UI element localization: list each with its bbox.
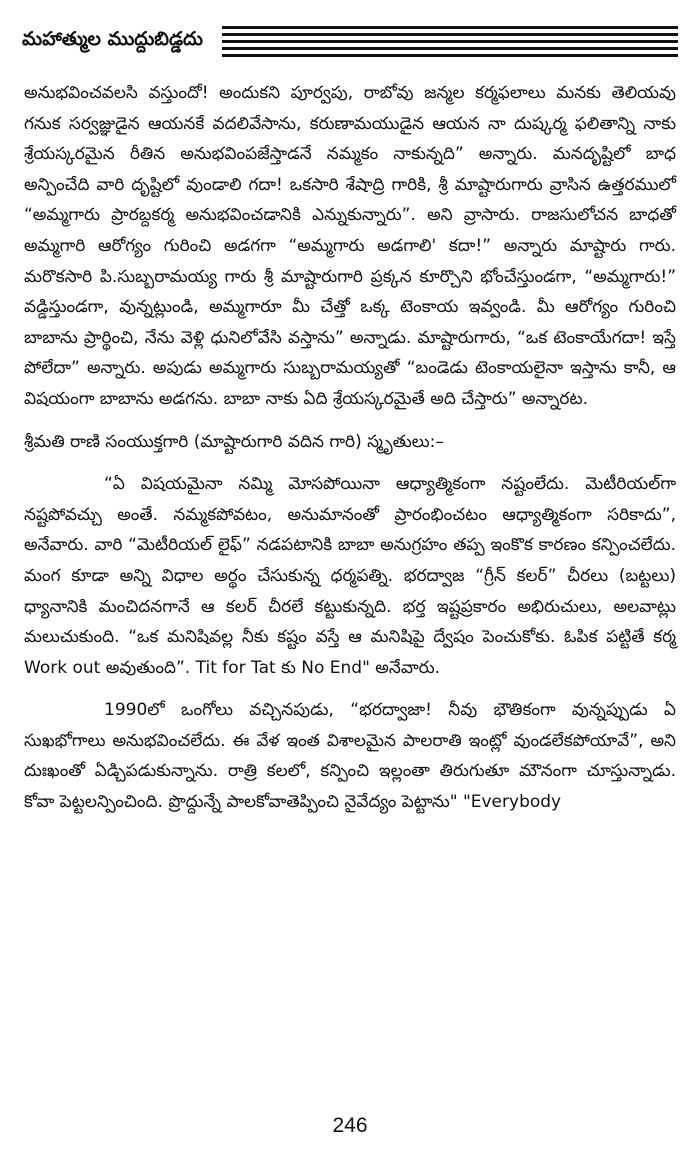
header-rule	[222, 47, 678, 50]
paragraph-quote: “ఏ విషయమైనా నమ్మి మోసపోయినా ఆధ్యాత్మికంగా నష్టంలేదు. మెటీరియల్‌గా నష్టపోవచ్చు అంతే. నమ్మకపోవటం, అనుమానంతో ప్రారంభించటం ఆధ్యాత్మికంగా సరికాదు”, అనేవారు. వారి “మెటీరియల్ లైఫ్” నడపటానికి బాబా అనుగ్రహం తప్ప ఇంకొక కారణం కన్పించలేదు. మంగ కూడా అన్ని విధాల అర్థం చేసుకున్న ధర్మపత్ని. భరద్వాజ “గ్రీన్ కలర్” చీరలు (బట్టలు) ధ్యానానికి మంచిదనగానే ఆ కలర్ చీరలే కట్టుకున్నది. భర్త ఇష్టప్రకారం అభిరుచులు, అలవాట్లు మలుచుకుంది. “ఒక మనిషివల్ల నీకు కష్టం వస్తే ఆ మనిషిపై ద్వేషం పెంచుకోకు. ఓపిక పట్టితే కర్మ Work out అవుతుంది”. Tit for Tat కు No End" అనేవారు.	[24, 474, 676, 678]
header-rule	[222, 33, 678, 36]
running-header-title: మహాత్ముల ముద్దుబిడ్డదు	[22, 28, 203, 50]
header-rules-decoration	[222, 26, 678, 58]
header-rule	[222, 40, 678, 43]
paragraph-section-heading: శ్రీమతి రాణి సంయుక్తగారి (మాష్టారుగారి వదిన గారి) స్మృతులు:–	[24, 431, 444, 452]
page-number: 246	[332, 1114, 368, 1137]
paragraph-ongole: 1990లో ఒంగోలు వచ్చినపుడు, “భరద్వాజా! నీవు భౌతికంగా వున్నప్పుడు ఏ సుఖభోగాలు అనుభవించలేదు. ఈ వేళ ఇంత విశాలమైన పాలరాతి ఇంట్లో వుండలేకపోయావే”, అని దుఃఖంతో ఏడ్చిపడుకున్నాను. రాత్రి కలలో, కన్పించి ఇల్లంతా తిరుగుతూ మౌనంగా చూస్తున్నాడు. కోవా పెట్టలన్పించింది. ప్రొద్దున్నే పాలకోవాతెప్పించి నైవేద్యం పెట్టాను" "Everybody	[24, 700, 676, 813]
header-rule	[222, 54, 678, 57]
running-header	[22, 20, 678, 66]
body-text	[24, 78, 676, 818]
paragraph-continuation: అనుభవించవలసి వస్తుందో! అందుకని పూర్వపు, రాబోవు జన్మల కర్మఫలాలు మనకు తెలియవు గనుక సర్వజ్ఞుడైన ఆయనకే వదలివేసాను, కరుణామయుడైన ఆయన నా దుష్కర్మ ఫలితాన్ని నాకు శ్రేయస్కరమైన రీతిన అనుభవింపజేస్తాడనే నమ్మకం నాకున్నది” అన్నారు. మనదృష్టిలో బాధ అన్పించేది వారి దృష్టిలో వుండాలి గదా! ఒకసారి శేషాద్రి గారికి, శ్రీ మాష్టారుగారు వ్రాసిన ఉత్తరములో “అమ్మగారు ప్రారబ్దకర్మ అనుభవించడానికి ఎన్నుకున్నారు”. అని వ్రాసారు. రాజసులోచన బాధతో అమ్మగారి ఆరోగ్యం గురించి అడగగా “అమ్మగారు అడగాలి' కదా!” అన్నారు మాష్టారు గారు. మరొకసారి పి.సుబ్బరామయ్య గారు శ్రీ మాష్టారుగారి ప్రక్కన కూర్చొని భోంచేస్తుండగా, “అమ్మగారు!” వడ్డిస్తుండగా, వున్నట్లుండి, అమ్మగారూ మీ చేత్తో ఒక్క టెంకాయ ఇవ్వండి. మీ ఆరోగ్యం గురించి బాబాను ప్రార్థించి, నేను వెళ్లి ధునిలోవేసి వస్తాను” అన్నాడు. మాష్టారుగారు, “ఒక టెంకాయేగదా! ఇస్తే పోలేదా” అన్నారు. అపుడు అమ్మగారు సుబ్బరామయ్యతో “బండెడు టెంకాయలైనా ఇస్తాను కానీ, ఆ విషయంగా బాబాను అడగను. బాబా నాకు ఏది శ్రేయస్కరమైతే అది చేస్తారు” అన్నారట.	[24, 83, 676, 409]
header-rule	[222, 26, 678, 29]
